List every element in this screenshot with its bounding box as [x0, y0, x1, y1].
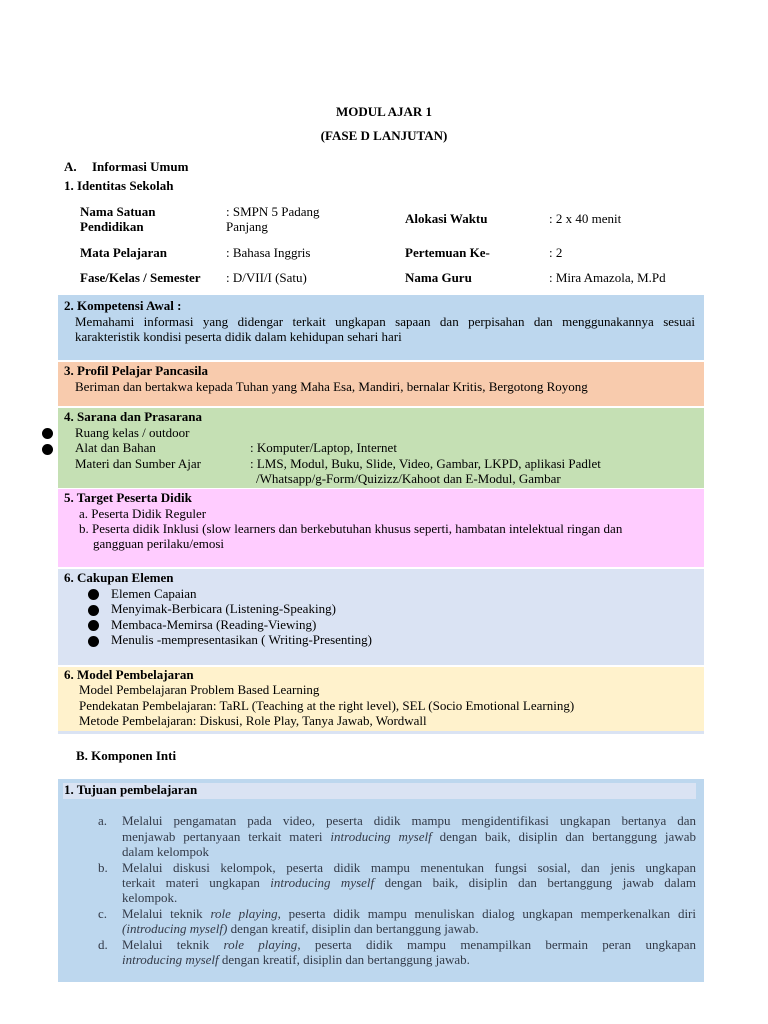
sarana-item-alat-label: Alat dan Bahan [75, 440, 156, 455]
tujuan-b3: kelompok. [122, 890, 178, 905]
profil-section [58, 362, 704, 406]
cakupan-item: Menyimak-Berbicara (Listening-Speaking) [111, 601, 336, 616]
label-alokasi-waktu: Alokasi Waktu [405, 211, 488, 226]
bullet-icon [42, 428, 53, 439]
tujuan-c2: (introducing myself) dengan kreatif, disiplin dan bertanggung jawab. [122, 921, 479, 936]
bullet-icon [88, 636, 99, 647]
section-b-title: B. Komponen Inti [76, 748, 177, 763]
section-a-label: A. [64, 159, 77, 174]
tujuan-a1: Melalui pengamatan pada video, peserta didik mampu mengidentifikasi ungkapan bertanya dan [122, 813, 696, 828]
value-mata-pelajaran: : Bahasa Inggris [226, 245, 311, 260]
sarana-item-materi-value1: : LMS, Modul, Buku, Slide, Video, Gambar, LKPD, aplikasi Padlet [250, 456, 601, 471]
tujuan-c1: Melalui teknik role playing, peserta didik mampu menuliskan dialog ungkapan memperkenalkan diri [122, 906, 696, 921]
label-nama-satuan-1: Nama Satuan [80, 204, 156, 219]
model-line2: Pendekatan Pembelajaran: TaRL (Teaching at the right level), SEL (Socio Emotional Learning) [79, 698, 575, 713]
sarana-item-materi-value2: /Whatsapp/g-Form/Quizizz/Kahoot dan E-Modul, Gambar [256, 471, 561, 486]
tujuan-b2: terkait materi ungkapan introducing myself dengan baik, disiplin dan bertanggung jawab dalam [122, 875, 696, 890]
tujuan-section [58, 779, 704, 982]
model-line3: Metode Pembelajaran: Diskusi, Role Play, Tanya Jawab, Wordwall [79, 713, 427, 728]
model-title: 6. Model Pembelajaran [64, 667, 194, 682]
bullet-icon [88, 589, 99, 600]
section-a-title: Informasi Umum [92, 159, 189, 174]
cakupan-item: Membaca-Memirsa (Reading-Viewing) [111, 617, 317, 632]
target-section [58, 489, 704, 567]
tujuan-mark-a: a. [98, 813, 108, 828]
label-nama-guru: Nama Guru [405, 270, 472, 285]
target-item-a: a. Peserta Didik Reguler [79, 506, 207, 521]
cakupan-item: Menulis -mempresentasikan ( Writing-Presenting) [111, 632, 372, 647]
identitas-title: 1. Identitas Sekolah [64, 178, 174, 193]
label-nama-satuan-2: Pendidikan [80, 219, 144, 234]
kompetensi-line1: Memahami informasi yang didengar terkait ungkapan sapaan dan perpisahan dan menggunakannya sesuai [75, 314, 695, 329]
sarana-item-materi-label: Materi dan Sumber Ajar [75, 456, 201, 471]
sarana-section [58, 408, 704, 488]
value-pertemuan: : 2 [549, 245, 563, 260]
tujuan-d1: Melalui teknik role playing, peserta didik mampu menampilkan bermain peran ungkapan [122, 937, 696, 952]
tujuan-mark-d: d. [98, 937, 108, 952]
tujuan-a2: menjawab pertanyaan terkait materi introducing myself dengan baik, disiplin dan bertanggung jawab [122, 829, 696, 844]
page-subtitle: (FASE D LANJUTAN) [320, 128, 448, 143]
tujuan-mark-c: c. [98, 906, 108, 921]
cakupan-item: Elemen Capaian [111, 586, 197, 601]
kompetensi-title: 2. Kompetensi Awal : [64, 298, 182, 313]
tujuan-b1: Melalui diskusi kelompok, peserta didik mampu menentukan fungsi sosial, dan jenis ungkapan [122, 860, 696, 875]
page-title: MODUL AJAR 1 [335, 104, 433, 119]
tujuan-d2: introducing myself dengan kreatif, disiplin dan bertanggung jawab. [122, 952, 470, 967]
kompetensi-section [58, 295, 704, 360]
tujuan-title: 1. Tujuan pembelajaran [64, 782, 198, 797]
value-alokasi-waktu: : 2 x 40 menit [549, 211, 622, 226]
value-nama-satuan-2: Panjang [226, 219, 268, 234]
cakupan-title: 6. Cakupan Elemen [64, 570, 174, 585]
target-item-b2: gangguan perilaku/emosi [93, 536, 225, 551]
kompetensi-line2: karakteristik kondisi peserta didik dalam kehidupan sehari hari [75, 329, 402, 344]
model-line1: Model Pembelajaran Problem Based Learning [79, 682, 320, 697]
label-fase-kelas: Fase/Kelas / Semester [80, 270, 201, 285]
label-pertemuan: Pertemuan Ke- [405, 245, 490, 260]
value-fase-kelas: : D/VII/I (Satu) [226, 270, 307, 285]
model-section [58, 667, 704, 731]
sarana-item-ruang: Ruang kelas / outdoor [75, 425, 190, 440]
tujuan-mark-b: b. [98, 860, 108, 875]
sarana-title: 4. Sarana dan Prasarana [64, 409, 202, 424]
label-mata-pelajaran: Mata Pelajaran [80, 245, 168, 260]
profil-title: 3. Profil Pelajar Pancasila [64, 363, 208, 378]
target-item-b1: b. Peserta didik Inklusi (slow learners dan berkebutuhan khusus seperti, hambatan intelektual ringan dan [79, 521, 623, 536]
bullet-icon [42, 444, 53, 455]
divider [58, 731, 704, 734]
tujuan-a3: dalam kelompok [122, 844, 210, 859]
cakupan-section [58, 569, 704, 665]
sarana-item-alat-value: : Komputer/Laptop, Internet [250, 440, 397, 455]
target-title: 5. Target Peserta Didik [64, 490, 192, 505]
value-nama-guru: : Mira Amazola, M.Pd [549, 270, 666, 285]
profil-text: Beriman dan bertakwa kepada Tuhan yang Maha Esa, Mandiri, bernalar Kritis, Bergotong Royong [75, 379, 588, 394]
bullet-icon [88, 620, 99, 631]
bullet-icon [88, 605, 99, 616]
value-nama-satuan-1: : SMPN 5 Padang [226, 204, 320, 219]
